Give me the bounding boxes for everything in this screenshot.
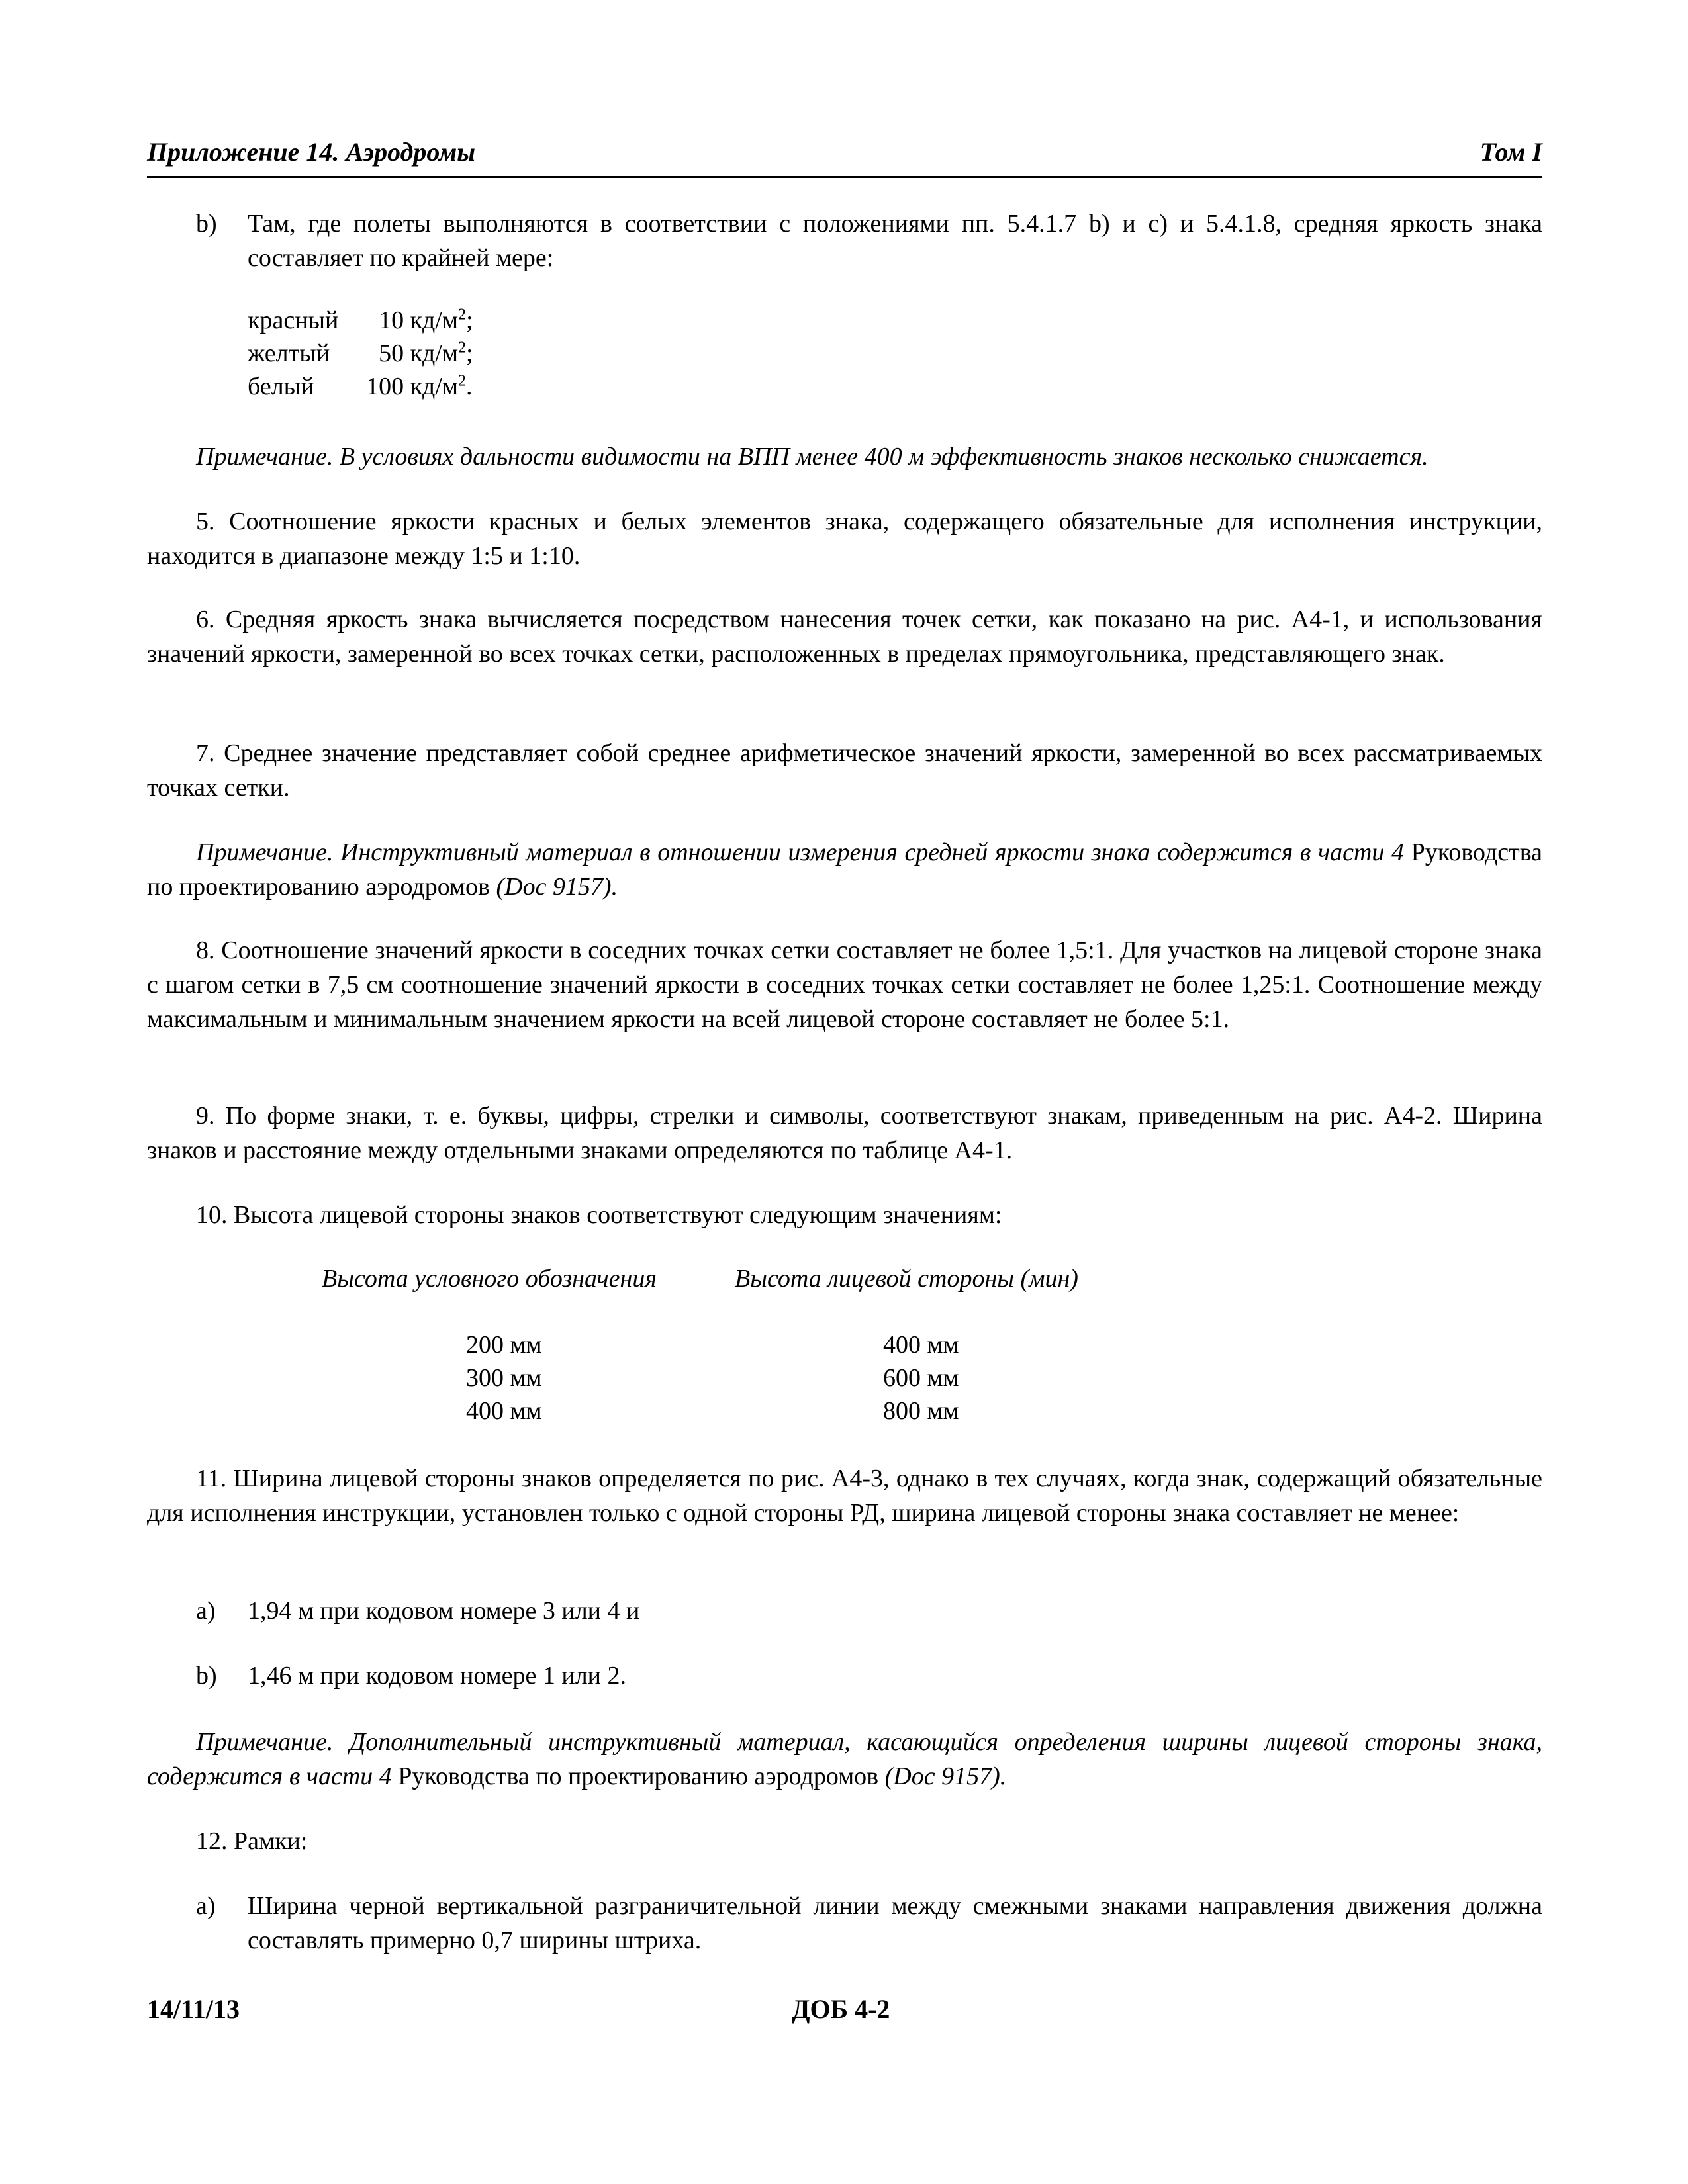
luminance-value: 10 $кд/м^2$	[379, 306, 466, 334]
luminance-row	[248, 369, 645, 402]
luminance-list	[248, 303, 645, 402]
table-cell-face-height: 600 мм	[883, 1364, 959, 1392]
luminance-punct: ;	[466, 340, 473, 367]
table-cell-face-height: 800 мм	[883, 1397, 959, 1425]
luminance-row	[248, 336, 645, 369]
header-volume: Том I	[1479, 137, 1542, 167]
luminance-color: красный	[248, 306, 339, 334]
note-face-width: Примечание. Дополнительный инструктивный материал, касающийся определения ширины лицевой стороны знака, содержится в части 4 Руководства по проектированию аэродромов (Doc 9157).	[147, 1728, 1542, 1790]
paragraph-5: 5. Соотношение яркости красных и белых элементов знака, содержащего обязательные для исполнения инструкции, находится в диапазоне между 1:5 и 1:10.	[147, 508, 1542, 570]
luminance-color: желтый	[248, 340, 330, 367]
item-11b-text: 1,46 м при кодовом номере 1 или 2.	[248, 1662, 627, 1690]
luminance-color: белый	[248, 373, 314, 400]
item-11a-marker: a)	[196, 1597, 216, 1625]
luminance-value: 50 $кд/м^2$	[379, 339, 466, 367]
paragraph-11: 11. Ширина лицевой стороны знаков определяется по рис. A4-3, однако в тех случаях, когда знак, содержащий обязательные для исполнения инструкции, установлен только с одной стороны РД, ширина лицевой стороны знака составляет не менее:	[147, 1465, 1542, 1527]
table-header-symbol-height: Высота условного обозначения	[322, 1265, 657, 1293]
footer-date: 14/11/13	[147, 1994, 240, 2024]
header-title: Приложение 14. Аэродромы	[147, 137, 476, 167]
table-cell-symbol-height: 200 мм	[466, 1331, 542, 1359]
table-cell-symbol-height: 300 мм	[466, 1364, 542, 1392]
item-12a-marker: a)	[196, 1892, 216, 1920]
luminance-punct: .	[466, 373, 473, 400]
paragraph-9: 9. По форме знаки, т. е. буквы, цифры, стрелки и символы, соответствуют знакам, приведенным на рис. A4-2. Ширина знаков и расстояние между отдельными знаками определяются по таблице A4-1.	[147, 1102, 1542, 1164]
note-luminance-measurement: Примечание. Инструктивный материал в отношении измерения средней яркости знака содержится в части 4 Руководства по проектированию аэродромов (Doc 9157).	[147, 839, 1543, 901]
paragraph-12: 12. Рамки:	[196, 1827, 308, 1855]
table-cell-symbol-height: 400 мм	[466, 1397, 542, 1425]
luminance-punct: ;	[466, 306, 473, 334]
table-header-face-height: Высота лицевой стороны (мин)	[735, 1265, 1078, 1293]
paragraph-8: 8. Соотношение значений яркости в соседних точках сетки составляет не более 1,5:1. Для участков на лицевой стороне знака с шагом сетки в 7,5 см соотношение значений яркости в соседних точках сетки составляет не более 1,25:1. Соотношение между максимальным и минимальным значением яркости на всей лицевой стороне составляет не более 5:1.	[147, 936, 1542, 1033]
item-11a-text: 1,94 м при кодовом номере 3 или 4 и	[248, 1597, 640, 1625]
item-12a-text: Ширина черной вертикальной разграничительной линии между смежными знаками направления движения должна составлять примерно 0,7 ширины штриха.	[248, 1892, 1542, 1954]
luminance-value: 100 $кд/м^2$	[366, 372, 466, 400]
item-11b-marker: b)	[196, 1662, 217, 1690]
page-header	[147, 130, 1542, 178]
paragraph-7: 7. Среднее значение представляет собой среднее арифметическое значений яркости, замеренной во всех рассматриваемых точках сетки.	[147, 739, 1542, 801]
footer-page-number: ДОБ 4-2	[792, 1994, 890, 2024]
item-b-marker: b)	[196, 210, 217, 238]
note-visibility: Примечание. В условиях дальности видимости на ВПП менее 400 м эффективность знаков несколько снижается.	[196, 443, 1429, 471]
item-b-text: Там, где полеты выполняются в соответствии с положениями пп. 5.4.1.7 b) и c) и 5.4.1.8, средняя яркость знака составляет по крайней мере:	[248, 210, 1542, 272]
luminance-row	[248, 303, 645, 336]
paragraph-6: 6. Средняя яркость знака вычисляется посредством нанесения точек сетки, как показано на рис. A4-1, и использования значений яркости, замеренной во всех точках сетки, расположенных в пределах прямоугольника, представляющего знак.	[147, 606, 1542, 668]
table-cell-face-height: 400 мм	[883, 1331, 959, 1359]
paragraph-10: 10. Высота лицевой стороны знаков соответствуют следующим значениям:	[196, 1201, 1002, 1229]
